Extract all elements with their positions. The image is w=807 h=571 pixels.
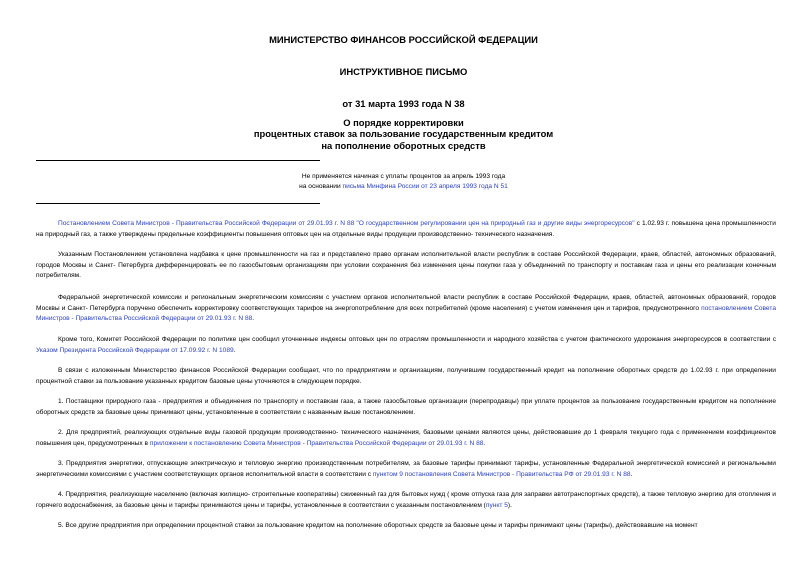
document-date-number: от 31 марта 1993 года N 38: [342, 98, 465, 109]
document-kind: ИНСТРУКТИВНОЕ ПИСЬМО: [339, 66, 468, 77]
paragraph-text: Указанным Постановлением установлена надбавка к цене промышленности на газ и представлено право органам исполнительной власти республик в составе Российской Федерации, краев, областей, автономных образований, городов Москвы и Санкт- Петербурга дифференцировать ее по газосбытовым организациям при условии сохранения без изменения цены покупки газа у объединений по транспорту и поставкам газа и цены его реализации конечным потребителям.: [36, 251, 776, 279]
paragraph-text: .: [252, 315, 255, 322]
paragraph-text: с 1.02.93 г. повышена цена промышленности на природный газ, а также утверждены предельные коэффициенты повышения оптовых цен на отдельные виды продукции производственно- технического назначения.: [36, 220, 776, 238]
paragraph-text: 3. Предприятия энергетики, отпускающие электрическую и тепловую энергию производственным потребителям, за базовые тарифы принимают тарифы, установленные Федеральной энергетической комиссией и региональными энергетическими комиссиями с участием соответствующих органов исполнительной власти в соответствии с: [36, 460, 776, 478]
clause-5-link[interactable]: пункт 5: [485, 501, 508, 509]
paragraph-text: 4. Предприятия, реализующие населению (включая жилищно- строительные кооперативы) сжиженный газ для бытовых нужд ( кроме отпуска газа для заправки автотранспортных средств), а также тепловую энергию для отопления и горячего водоснабжения, за базовые цены и тарифы принимаются цены и тарифы, установленные в соответствии с указанным постановлением (: [36, 491, 776, 509]
paragraph-4: [36, 335, 776, 356]
divider-bottom: [36, 203, 320, 204]
paragraph-9: [36, 490, 776, 511]
title-line: процентных ставок за пользование государственным кредитом: [253, 128, 554, 140]
resolution-88-link[interactable]: постановлением Совета Министров - Правительства Российской Федерации от 29.01.93 г. N 88: [36, 304, 776, 322]
appendix-resolution-88-link[interactable]: приложении к постановлению Совета Министров - Правительства Российской Федерации от 29.01.93 г. N 88: [149, 439, 484, 447]
paragraph-3: [36, 293, 776, 325]
title-line: О порядке корректировки: [343, 117, 464, 128]
paragraph-6: [36, 397, 776, 418]
decree-1089-link[interactable]: Указом Президента Российской Федерации от 17.09.92 г. N 1089: [36, 346, 234, 354]
title-line: на пополнение оборотных средств: [321, 139, 486, 151]
paragraph-text: .: [483, 439, 486, 447]
clause-9-resolution-88-link[interactable]: пунктом 9 постановления Совета Министров - Правительства РФ от 29.01.93 г. N 88: [372, 470, 631, 478]
status-note-line1: Не применяется начиная с уплаты процентов за апрель 1993 года: [301, 173, 506, 180]
paragraph-8: [36, 459, 776, 480]
paragraph-text: .: [630, 470, 633, 478]
status-note-line2: [0, 182, 807, 192]
paragraph-7: [36, 428, 776, 449]
status-note-prefix: на основании: [299, 183, 343, 190]
divider-top: [36, 160, 320, 161]
paragraph-text: Федеральной энергетической комиссии и региональным энергетическим комиссиям с участием органов исполнительной власти республик в составе Российской Федерации, краев, областей, автономных образований, городов Москвы и Санкт- Петербурга поручено обеспечить корректировку соответствующих тарифов на энергопотребление для всех потребителей (кроме населения) с учетом изменения цен и тарифов, предусмотренного: [36, 294, 776, 312]
paragraph-1: [36, 219, 776, 240]
paragraph-text: 2. Для предприятий, реализующих отдельные виды газовой продукции производственно- технического назначения, базовыми ценами являются цены, действовавшие до 1 февраля текущего года с применением коэффициентов повышения цен, предусмотренных в: [36, 429, 776, 447]
paragraph-text: В связи с изложенным Министерство финансов Российской Федерации сообщает, что по предприятиям и организациям, получившим государственный кредит на пополнение оборотных средств до 1.02.93 г. при определении процентной ставки за пользование указанных кредитом базовые цены уточняются в следующем порядке.: [36, 367, 776, 385]
paragraph-10: [36, 521, 776, 532]
paragraph-2: [36, 250, 776, 282]
paragraph-text: .: [233, 346, 236, 354]
paragraph-text: ).: [507, 501, 512, 509]
paragraph-5: [36, 366, 776, 387]
minfin-letter-link[interactable]: письма Минфина России от 23 апреля 1993 года N 51: [342, 183, 508, 190]
ministry-heading: МИНИСТЕРСТВО ФИНАНСОВ РОССИЙСКОЙ ФЕДЕРАЦИИ: [269, 34, 538, 45]
paragraph-text: Кроме того, Комитет Российской Федерации по политике цен сообщил уточненные индексы оптовых цен по отраслям промышленности и народного хозяйства с учетом фактического удорожания энергоресурсов в соответствии с: [58, 336, 776, 343]
document-title: [0, 117, 807, 151]
paragraph-text: 1. Поставщики природного газа - предприятия и объединения по транспорту и поставкам газа, а также газосбытовые организации (перепродавцы) при уплате процентов за пользование государственным кредитом на пополнение оборотных средств за базовые цены принимают цены, установленные в соответствии с названным выше постановлением.: [36, 398, 776, 416]
paragraph-text: 5. Все другие предприятия при определении процентной ставки за пользование кредитом на пополнение оборотных средств за базовые цены и тарифы принимают цены (тарифы), действовавшие на момент: [58, 522, 698, 529]
resolution-88-link[interactable]: Постановлением Совета Министров - Правительства Российской Федерации от 29.01.93 г. N 88 "О государственном регулировании цен на природный газ и другие виды энергоресурсов": [58, 220, 635, 227]
